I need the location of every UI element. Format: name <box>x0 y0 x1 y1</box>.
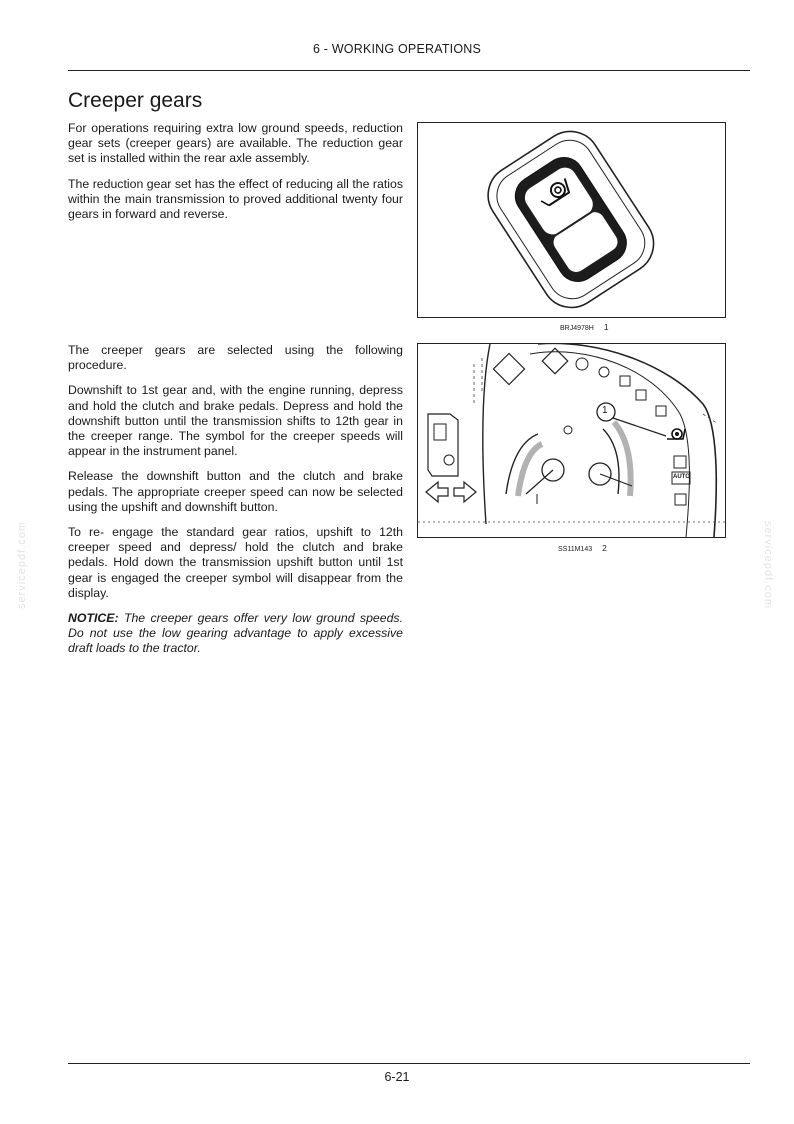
section-title: Creeper gears <box>68 89 203 112</box>
paragraph: The reduction gear set has the effect of reducing all the ratios within the main transmission to proved additional twenty four gears in forward and reverse. <box>68 176 403 222</box>
watermark: servicepdf.com <box>762 521 774 609</box>
notice-text: The creeper gears offer very low ground speeds. Do not use the low gearing advantage to apply excessive draft loads to the tractor. <box>68 611 403 656</box>
figure-caption <box>558 543 607 553</box>
figure-number: 2 <box>602 543 607 553</box>
watermark: servicepdf.com <box>16 521 28 609</box>
snail-icon <box>667 429 685 439</box>
paragraph: The creeper gears are selected using the following procedure. <box>68 343 403 373</box>
figure-caption <box>560 322 609 332</box>
procedure-text-column <box>68 343 403 667</box>
paragraph: Downshift to 1st gear and, with the engine running, depress and hold the clutch and brake pedals. Depress and hold the downshift button until the transmission shifts to 12th gear in the creeper range. The symbol for the creeper speeds will appear in the instrument panel. <box>68 383 403 459</box>
notice-paragraph <box>68 611 403 657</box>
page-number: 6-21 <box>384 1070 410 1084</box>
figure-code: SS11M143 <box>558 546 593 553</box>
figure-number: 1 <box>603 322 609 332</box>
intro-text-column <box>68 121 403 232</box>
running-header: 6 - WORKING OPERATIONS <box>312 42 482 56</box>
figure-code: BRJ4978H <box>560 325 594 332</box>
footer-rule <box>68 1063 750 1064</box>
paragraph: To re- engage the standard gear ratios, upshift to 12th creeper speed and depress/ hold the clutch and brake pedals. Hold down the transmission upshift button until 1st gear is engaged the creeper symbol will disappear from the display. <box>68 525 403 600</box>
notice-label: NOTICE: <box>68 611 119 626</box>
figure-creeper-switch <box>417 122 726 318</box>
callout-number: 1 <box>602 405 608 416</box>
header-rule <box>68 70 750 71</box>
paragraph: Release the downshift button and the clutch and brake pedals. The appropriate creeper speed can now be selected using the upshift and downshift button. <box>68 469 403 514</box>
figure-instrument-panel <box>417 343 726 538</box>
paragraph: For operations requiring extra low ground speeds, reduction gear sets (creeper gears) are available. The reduction gear set is installed within the rear axle assembly. <box>68 121 403 166</box>
auto-indicator-label: AUTO <box>673 474 690 480</box>
